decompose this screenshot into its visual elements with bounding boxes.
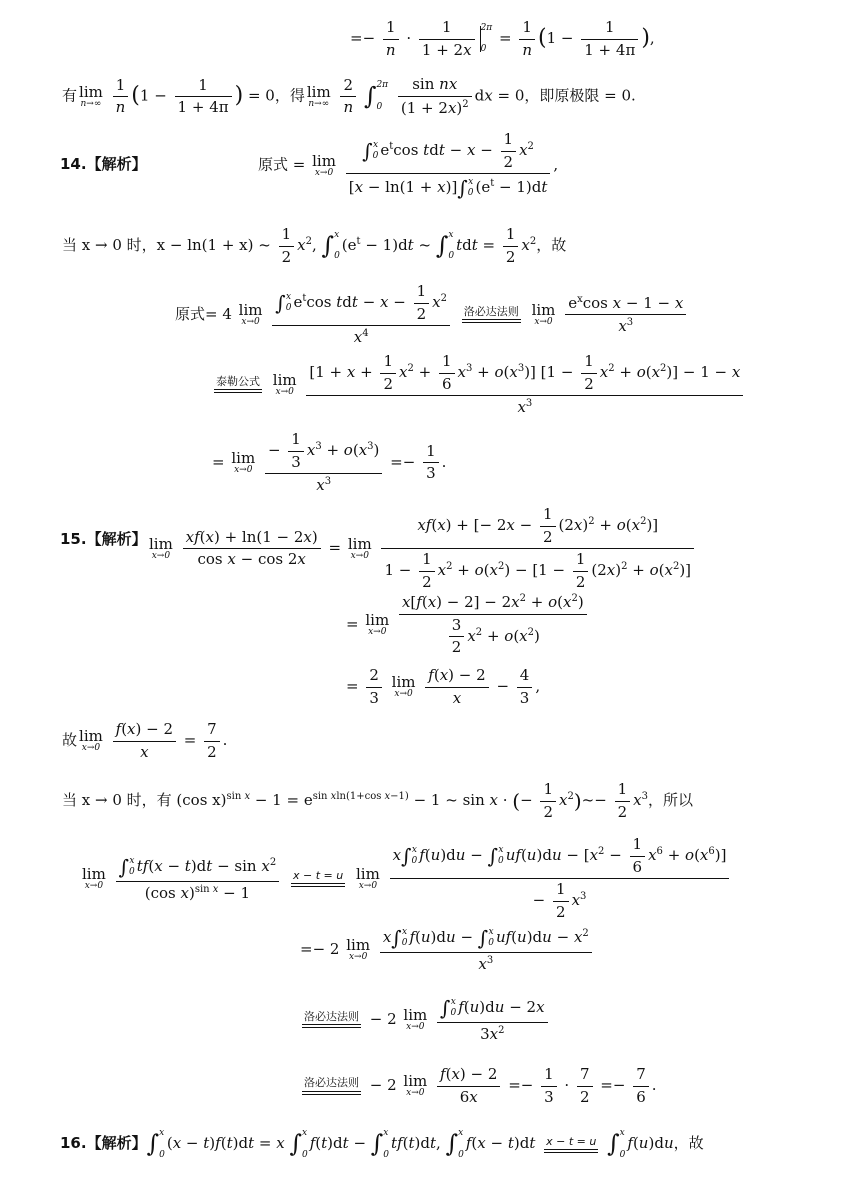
label-14: 14.【解析】	[60, 155, 147, 173]
subst-label-1: x − t = u	[292, 868, 344, 882]
end16-text: ，故	[673, 1134, 704, 1153]
suoyi-text: ，所以	[647, 791, 693, 809]
eq15-9: 洛必达法则 − 2 lim x→0 $\frac{f(x) - 2}{6x}$ =− $\frac{1}{3}$ · $\frac{7}{2}$ =− $\frac{7}{6}$ .	[304, 1065, 657, 1106]
eq15-5: 当 x → 0 时，有 (cos $x)^{sin x} - 1 = e^{sin xln(1+cos x-1)} - 1$ ~ sin x · (− $\frac{1}{2}$ $x^2)\sim-$ $\frac{1}{2}$ $x^3$，所以	[62, 780, 693, 821]
eq15-6: lim x→0 ∫x 0 $tf(x - t)dt - \sin x^2$ (cos x)$^{sin x}$ − 1 x − t = u lim x→0 x∫x 0 f(u)du − ∫x 0 $uf(u)du - [x^2$ − $\frac{1}{6}$ $x^6 + o(x^6)$] − $\frac{1}{2}$ $x^3$	[80, 835, 732, 922]
eq14-2: 当 x → 0 时，x − ln(1 + x) ~ $\frac{1}{2}$ $x^2$, ∫x $0(e^t - 1)dt$ ~ ∫x 0tdt = $\frac{1}{2}$ $x^2$，故	[62, 225, 567, 266]
eq15-8: 洛必达法则 − 2 lim x→0 ∫x 0 f(u)du − 2x $3x^2$	[298, 995, 551, 1045]
eq15-4: 故 lim x→0 $\frac{f(x) - 2}{x}$ = $\frac{7}{2}$ .	[62, 720, 228, 761]
subst-label-2: x − t = u	[546, 1134, 597, 1148]
label-15: 15.【解析】	[60, 530, 147, 548]
eq14-5: = lim x→0 − $\frac{1}{3}$ $x^3 + o(x^3)$ $x^3$ =− $\frac{1}{3}$ .	[212, 430, 447, 494]
gu-lim-text: 故	[62, 731, 78, 749]
eq15-3: = $\frac{2}{3}$ lim x→0 $\frac{f(x) - 2}{x}$ − $\frac{4}{3}$ ,	[346, 666, 541, 707]
eq15-7: =− 2 lim x→0 x∫x 0 f(u)du − ∫x 0 $uf(u)du - x^2$ $x^3$	[300, 925, 595, 975]
eq15-2: = lim x→0 $x[f(x) - 2] - 2x^2 + o(x^2)$ $\frac{3}{2}$ $x^2 + o(x^2)$	[346, 592, 590, 658]
label-16: 16.【解析】	[60, 1134, 147, 1153]
dang1-text: 当 x → 0 时，x − ln(1 + x) ~	[62, 236, 271, 254]
eq14-3: 原式= 4 lim x→0 ∫x 0 $e^t\cos$ tdt − x − $\frac{1}{2}$ $x^2$ $x^4$ 洛必达法则 lim x→0 $\frac{e^x\cos x - 1 - x}{x^3}$	[175, 282, 689, 348]
lhopital-label: 洛必达法则	[463, 305, 519, 319]
eq16-1: 16.【解析】∫x 0(x − t)f(t)dt = x ∫x 0f(t)dt − ∫x 0tf(t)dt, ∫x 0f(x − t)dt x − t = u ∫x 0f(u)du，故	[60, 1128, 704, 1160]
eq14-1: 原式 = lim x→0 ∫x 0 $e^t\cos$ tdt − x − $\frac{1}{2}$ $x^2$ [x − ln(1 + x)]∫x 0 $(e^t - 1)dt$ ,	[258, 130, 559, 200]
you-text: 有	[62, 86, 78, 105]
eq15-1: lim x→0 $\frac{xf(x) + \ln(1 - 2x)}{\text{cos x − cos 2x}}$ = lim x→0 xf(x) + [− 2x − $\frac{1}{2}$ $(2x)^2 + o(x^2)$] 1 − $\frac{1}{2}$ $x^2 + o(x^2) - [1$ − $\frac{1}{2}$ $(2x)^2 + o(x^2)$]	[147, 505, 697, 592]
line-2: 有 lim n→∞ $\frac{1}{n}$ (1 − $\frac{1}{1 + 4\pi}$ ) = 0，得 lim n→∞ $\frac{2}{n}$ ∫2π 0 $\frac{\text{sin nx}}{(1 + 2x)^2}$ dx = 0，即原极限 = 0.	[62, 75, 636, 117]
lhopital-label-2: 洛必达法则	[304, 1010, 359, 1024]
gu-text: ，故	[536, 236, 567, 254]
line-1: =− $\frac{1}{n}$ · $\frac{1}{1 + 2x}$ 2π 0 = $\frac{1}{n}$ (1 − $\frac{1}{1 + 4\pi}$ ),	[350, 18, 655, 59]
dang2-text: 当 x → 0 时，有 (cos x)	[62, 791, 227, 809]
jiyuan-text: ，即原极限 = 0.	[524, 86, 636, 105]
eq14-4: 泰勒公式 lim x→0 [1 + x + $\frac{1}{2}$ $x^2$ + $\frac{1}{6}$ $x^3 + o(x^3)$] [1 − $\frac{1}{2}$ $x^2 + o(x^2)] - 1 - x$ $x^3$	[210, 352, 746, 418]
yuanshi-text: 原式 =	[258, 155, 306, 174]
de-text: ，得	[274, 86, 305, 105]
taylor-label: 泰勒公式	[216, 375, 260, 389]
yuanshi4-text: 原式= 4	[175, 304, 232, 323]
lhopital-label-3: 洛必达法则	[304, 1076, 359, 1090]
